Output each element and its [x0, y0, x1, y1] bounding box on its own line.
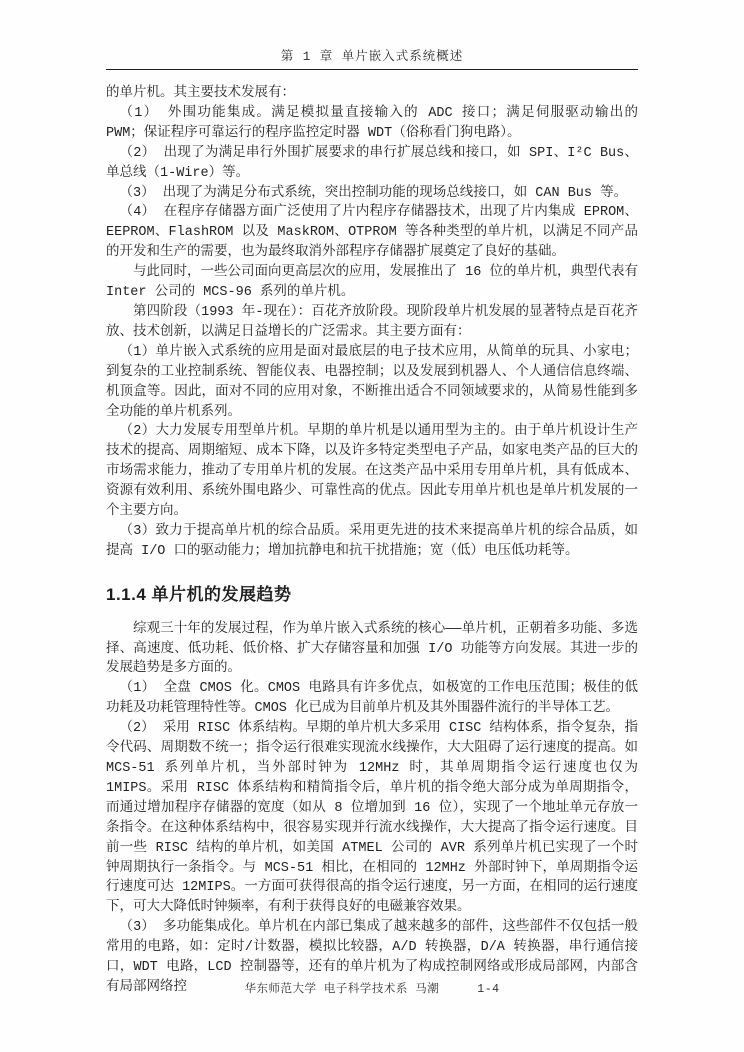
- paragraph-stage-four: 第四阶段（1993 年-现在）：百花齐放阶段。现阶段单片机发展的显著特点是百花齐放、技术创新，以满足日益增长的广泛需求。其主要方面有：: [106, 304, 638, 340]
- header-divider: [106, 69, 638, 70]
- stage-four-item-1: （1）单片嵌入式系统的应用是面对最底层的电子技术应用，从简单的玩具、小家电；到复杂的工业控制系统、智能仪表、电器控制；以及发展到机器人、个人通信信息终端、机顶盒等。因此，面对不同的应用对象，不断推出适合不同领域要求的，从简易性能到多全功能的单片机系列。: [106, 344, 638, 420]
- tech-item-1: （1） 外围功能集成。满足模拟量直接输入的 ADC 接口；满足伺服驱动输出的 PWM；保证程序可靠运行的程序监控定时器 WDT（俗称看门狗电路）。: [106, 105, 638, 141]
- trend-item-3: （3） 多功能集成化。单片机在内部已集成了越来越多的部件，这些部件不仅包括一般常用的电路，如：定时/计数器，模拟比较器，A/D 转换器，D/A 转换器，串行通信接口，WDT 电路，LCD 控制器等，还有的单片机为了构成控制网络或形成局部网，内部含有局部网络控: [106, 920, 638, 995]
- trend-item-2: （2） 采用 RISC 体系结构。早期的单片机大多采用 CISC 结构体系，指令复杂，指令代码、周期数不统一；指令运行很难实现流水线操作，大大阻碍了运行速度的提高。如 MCS-51 系列单片机，当外部时钟为 12MHz 时，其单周期指令运行速度也仅为 1MIPS。采用 RISC 体系结构和精简指令后，单片机的指令绝大部分成为单周期指令，而通过增加程序存储器的宽度（如从 8 位增加到 16 位），实现了一个地址单元存放一条指令。在这种体系结构中，很容易实现并行流水线操作，大大提高了指令运行速度。目前一些 RISC 结构的单片机，如美国 ATMEL 公司的 AVR 系列单片机已实现了一个时钟周期执行一条指令。与 MCS-51 相比，在相同的 12MHz 外部时钟下，单周期指令运行速度可达 12MIPS。一方面可获得很高的指令运行速度，另一方面，在相同的运行速度下，可大大降低时钟频率，有利于获得良好的电磁兼容效果。: [106, 721, 638, 916]
- page-header: [0, 0, 744, 70]
- footer-page-number: 1-4: [477, 983, 500, 996]
- continuation-paragraph: 的单片机。其主要技术发展有：: [106, 86, 295, 101]
- page-footer: [0, 980, 744, 996]
- stage-four-item-3: （3）致力于提高单片机的综合品质。采用更先进的技术来提高单片机的综合品质，如提高 I/O 口的驱动能力；增加抗静电和抗干扰措施；宽（低）电压低功耗等。: [106, 523, 638, 559]
- paragraph-16bit-mcu: 与此同时，一些公司面向更高层次的应用，发展推出了 16 位的单片机，典型代表有 Inter 公司的 MCS-96 系列的单片机。: [106, 265, 638, 301]
- trend-item-1: （1） 全盘 CMOS 化。CMOS 电路具有许多优点，如极宽的工作电压范围；极佳的低功耗及功耗管理特性等。CMOS 化已成为目前单片机及其外围器件流行的半导体工艺。: [106, 681, 638, 717]
- footer-affiliation: 华东师范大学 电子科学技术系 马潮: [244, 983, 440, 996]
- stage-four-item-2: （2）大力发展专用型单片机。早期的单片机是以通用型为主的。由于单片机设计生产技术的提高、周期缩短、成本下降，以及许多特定类型电子产品，如家电类产品的巨大的市场需求能力，推动了专用单片机的发展。在这类产品中采用专用单片机，具有低成本、资源有效利用、系统外围电路少、可靠性高的优点。因此专用单片机也是单片机发展的一个主要方向。: [106, 424, 638, 520]
- tech-item-2: （2） 出现了为满足串行外围扩展要求的串行扩展总线和接口，如 SPI、I²C Bus、单总线（1-Wire）等。: [106, 145, 638, 181]
- tech-item-4: （4） 在程序存储器方面广泛使用了片内程序存储器技术，出现了片内集成 EPROM、EEPROM、FlashROM 以及 MaskROM、OTPROM 等各种类型的单片机，以满足不同产品的开发和生产的需要，也为最终取消外部程序存储器扩展奠定了良好的基础。: [106, 205, 638, 261]
- tech-item-3: （3） 出现了为满足分布式系统，突出控制功能的现场总线接口，如 CAN Bus 等。: [119, 185, 628, 201]
- section-heading: 1.1.4 单片机的发展趋势: [106, 584, 292, 604]
- chapter-header-title: 第 1 章 单片嵌入式系统概述: [280, 50, 464, 64]
- page-body: [106, 84, 638, 998]
- trend-intro-paragraph: 综观三十年的发展过程，作为单片嵌入式系统的核心——单片机，正朝着多功能、多选择、高速度、低功耗、低价格、扩大存储容量和加强 I/O 功能等方向发展。其进一步的发展趋势是多方面的。: [106, 621, 638, 677]
